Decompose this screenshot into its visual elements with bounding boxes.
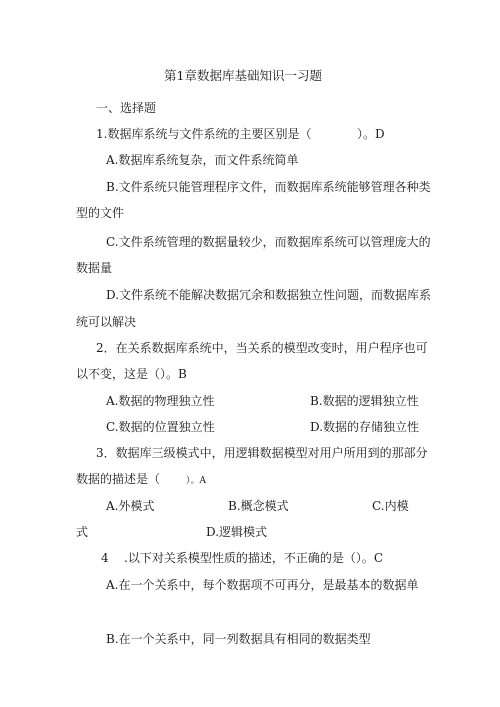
q2-option-a: A.数据的物理独立性	[106, 394, 215, 408]
q3-stem-line2: 数据的描述是（	[76, 472, 161, 486]
q2-option-c: C.数据的位置独立性	[106, 420, 215, 434]
q3-option-d: D.逻辑模式	[206, 525, 268, 539]
q3-stem-line1: 3．数据库三级模式中，用逻辑数据模型对用户所用到的那部分	[96, 446, 428, 460]
q3-option-c-end: 式	[76, 525, 89, 539]
q1-option-d-line2: 统可以解决	[76, 315, 137, 329]
q3-option-a: A.外模式	[106, 499, 155, 513]
page-title: 第1章数据库基础知识一习题	[164, 68, 322, 83]
q4-option-a: A.在一个关系中，每个数据项不可再分，是最基本的数据单	[106, 578, 419, 592]
q1-option-c-line1: C.文件系统管理的数据量较少，而数据库系统可以管理庞大的	[106, 235, 431, 249]
q2-option-d: D.数据的存储独立性	[310, 420, 420, 434]
q1-option-b-line1: B.文件系统只能管理程序文件，而数据库系统能够管理各种类	[106, 180, 431, 194]
q2-stem-line1: 2．在关系数据库系统中，当关系的模型改变时，用户程序也可	[96, 341, 428, 355]
q4-option-b: B.在一个关系中，同一列数据具有相同的数据类型	[106, 632, 371, 646]
section-heading: 一、选择题	[96, 101, 157, 115]
q1-option-a: A.数据库系统复杂，而文件系统简单	[106, 153, 299, 167]
q1-option-d-line1: D.文件系统不能解决数据冗余和数据独立性问题，而数据库系	[106, 288, 432, 302]
q2-stem-line2: 以不变，这是（）。B	[76, 367, 187, 381]
q3-option-b: B.概念模式	[228, 499, 289, 513]
q3-option-c-start: C.内模	[372, 499, 409, 513]
q1-stem-end: ）。D	[357, 127, 385, 141]
q3-stem-line2-end: ）。A	[186, 476, 206, 486]
q1-stem: 1.数据库系统与文件系统的主要区别是（	[96, 127, 312, 141]
q4-number: 4	[101, 551, 109, 565]
q1-option-c-line2: 数据量	[76, 261, 113, 275]
q4-stem: .以下对关系模型性质的描述，不正确的是（）。C	[124, 551, 383, 565]
q2-option-b: B.数据的逻辑独立性	[310, 394, 419, 408]
q1-option-b-line2: 型的文件	[76, 206, 125, 220]
